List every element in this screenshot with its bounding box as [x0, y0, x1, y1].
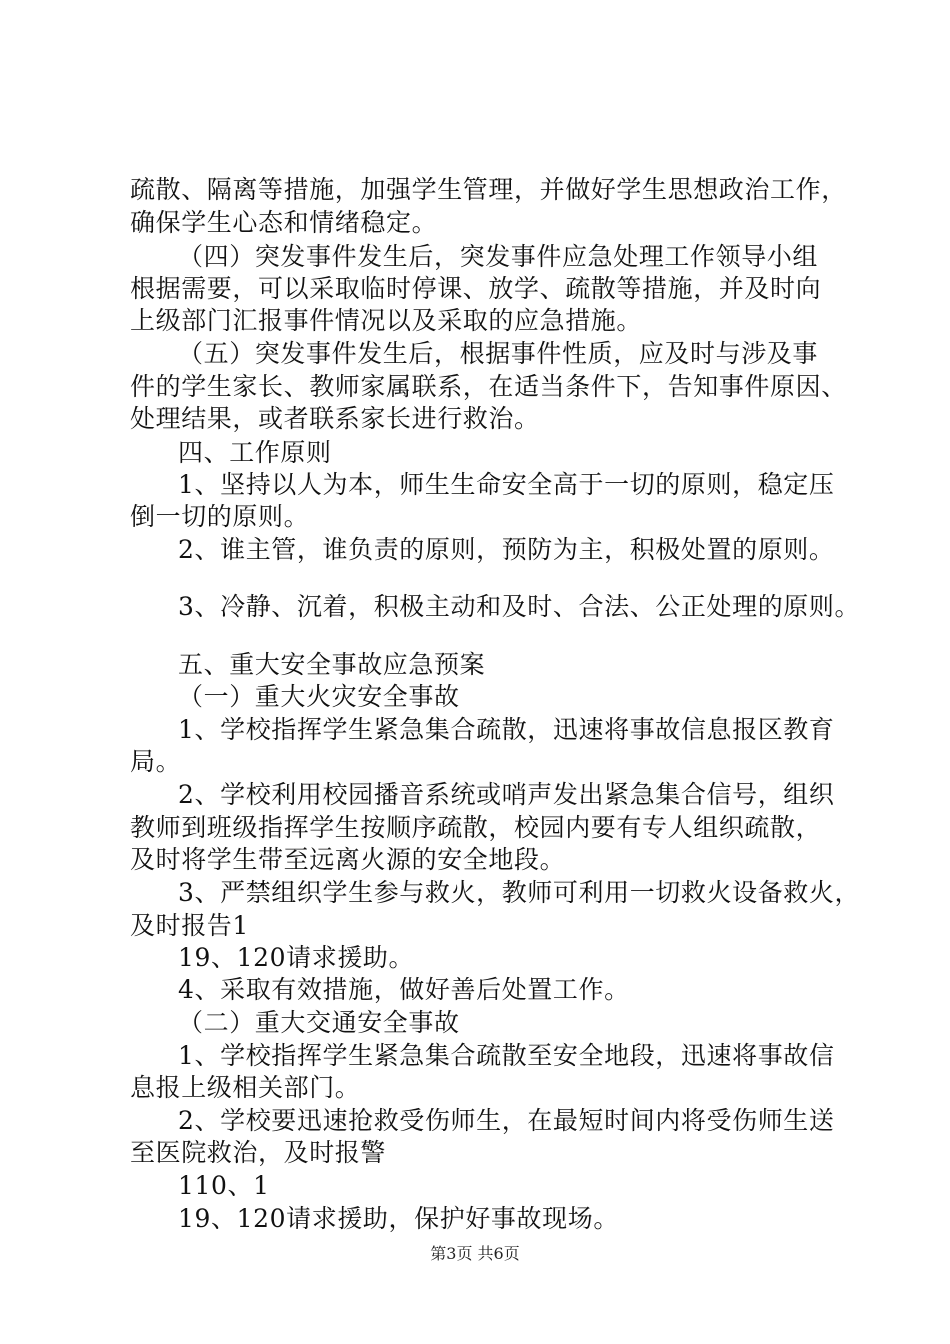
- text-line: 处理结果，或者联系家长进行救治。: [130, 404, 540, 433]
- text-line: 倒一切的原则。: [130, 502, 310, 531]
- text-line: 上级部门汇报事件情况以及采取的应急措施。: [130, 306, 643, 335]
- text-line: 及时报告1: [130, 911, 249, 940]
- paragraph-start-line: 2、学校利用校园播音系统或哨声发出紧急集合信号，组织: [178, 780, 835, 809]
- paragraph-start-line: 3、严禁组织学生参与救火，教师可利用一切救火设备救火，: [178, 878, 861, 907]
- paragraph-start-line: 3、冷静、沉着，积极主动和及时、合法、公正处理的原则。: [178, 592, 861, 621]
- subsection-heading: （一）重大火灾安全事故: [178, 682, 460, 711]
- text-line: 及时将学生带至远离火源的安全地段。: [130, 845, 566, 874]
- section-heading: 五、重大安全事故应急预案: [178, 650, 486, 679]
- text-line: 疏散、隔离等措施，加强学生管理，并做好学生思想政治工作，: [130, 175, 847, 204]
- paragraph-start-line: 110、1: [178, 1171, 270, 1200]
- page-number-footer: 第3页 共6页: [430, 1244, 520, 1263]
- section-heading: 四、工作原则: [178, 438, 332, 467]
- text-line: 息报上级相关部门。: [130, 1073, 361, 1102]
- text-line: 教师到班级指挥学生按顺序疏散，校园内要有专人组织疏散，: [130, 813, 822, 842]
- subsection-heading: （二）重大交通安全事故: [178, 1008, 460, 1037]
- text-line: 根据需要，可以采取临时停课、放学、疏散等措施，并及时向: [130, 274, 822, 303]
- paragraph-start-line: 2、学校要迅速抢救受伤师生，在最短时间内将受伤师生送: [178, 1106, 835, 1135]
- paragraph-start-line: （五）突发事件发生后，根据事件性质，应及时与涉及事: [178, 339, 819, 368]
- paragraph-start-line: 19、120请求援助。: [178, 943, 415, 972]
- text-line: 件的学生家长、教师家属联系，在适当条件下，告知事件原因、: [130, 372, 847, 401]
- paragraph-start-line: 19、120请求援助，保护好事故现场。: [178, 1204, 619, 1233]
- text-line: 至医院救治，及时报警: [130, 1138, 387, 1167]
- text-line: 确保学生心态和情绪稳定。: [130, 208, 438, 237]
- paragraph-start-line: 2、谁主管，谁负责的原则，预防为主，积极处置的原则。: [178, 535, 835, 564]
- paragraph-start-line: 4、采取有效措施，做好善后处置工作。: [178, 975, 630, 1004]
- paragraph-start-line: 1、坚持以人为本，师生生命安全高于一切的原则，稳定压: [178, 470, 835, 499]
- text-line: 局。: [130, 747, 182, 776]
- paragraph-start-line: 1、学校指挥学生紧急集合疏散，迅速将事故信息报区教育: [178, 715, 835, 744]
- paragraph-start-line: （四）突发事件发生后，突发事件应急处理工作领导小组: [178, 242, 819, 271]
- paragraph-start-line: 1、学校指挥学生紧急集合疏散至安全地段，迅速将事故信: [178, 1041, 835, 1070]
